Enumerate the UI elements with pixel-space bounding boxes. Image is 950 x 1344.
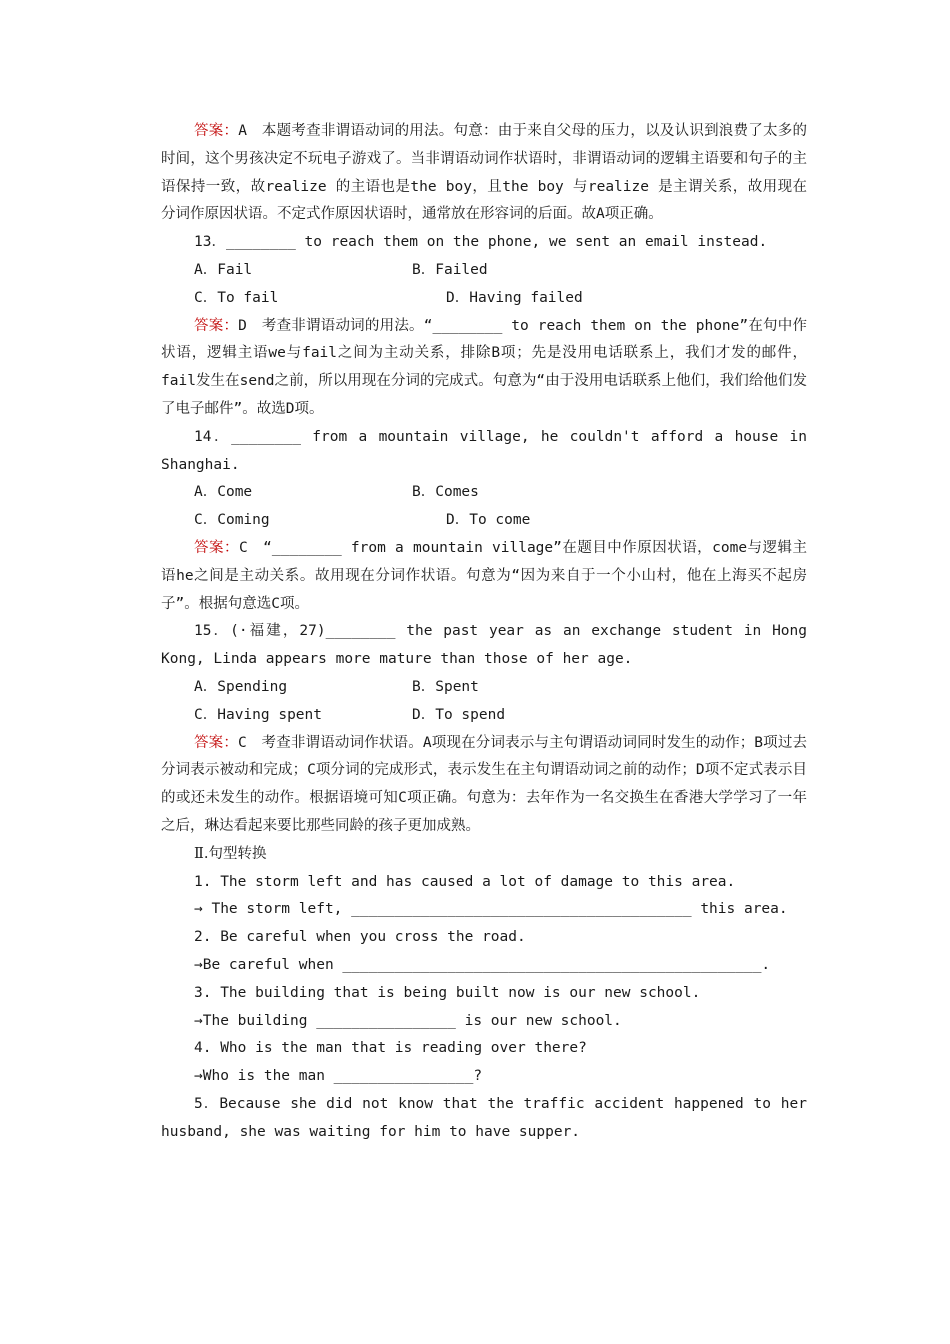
option-c: C．Having spent — [194, 706, 322, 723]
section-heading: Ⅱ.句型转换 — [194, 845, 267, 862]
question-14-stem: 14．________ from a mountain village, he couldn't afford a house in Shanghai. — [161, 428, 807, 473]
answer-text: A 本题考查非谓语动词的用法。句意：由于来自父母的压力，以及认识到浪费了太多的时间，这个男孩决定不玩电子游戏了。当非谓语动词作状语时，非谓语动词的逻辑主语要和句子的主语保持一致，故realize 的主语也是the boy，且the boy 与realize 是主谓关系，故用现在分词作原因状语。不定式作原因状语时，通常放在形容词的后面。故A项正确。 — [161, 123, 807, 223]
transform-5-question: 5．Because she did not know that the traffic accident happened to her husband, she was waiting for him to have supper. — [161, 1095, 807, 1140]
transform-1-answer-line: → The storm left, _______________________________________ this area. — [194, 901, 788, 918]
transform-4-question: 4. Who is the man that is reading over there? — [194, 1040, 587, 1057]
answer-15 — [161, 730, 807, 841]
option-c: C．To fail — [194, 289, 279, 306]
question-13-stem: 13．________ to reach them on the phone, we sent an email instead. — [194, 234, 768, 251]
answer-text: C “________ from a mountain village”在题目中作原因状语，come与逻辑主语he之间是主动关系。故用现在分词作状语。句意为“因为来自于一个小山村，他在上海买不起房子”。根据句意选C项。 — [161, 539, 808, 612]
option-a: A．Fail — [194, 261, 253, 278]
answer-14 — [161, 535, 807, 618]
answer-label: 答案： — [194, 539, 239, 556]
option-b: B．Spent — [412, 678, 479, 695]
option-c: C．Coming — [194, 512, 270, 529]
answer-text: D 考查非谓语动词的用法。“________ to reach them on the phone”在句中作状语，逻辑主语we与fail之间为主动关系，排除B项；先是没用电话联系上，我们才发的邮件，fail发生在send之前，所以用现在分词的完成式。句意为“由于没用电话联系上他们，我们给他们发了电子邮件”。故选D项。 — [161, 317, 808, 417]
option-b: B．Comes — [412, 484, 479, 501]
answer-label: 答案： — [194, 734, 238, 751]
question-15-stem: 15．(·福建，27)________ the past year as an exchange student in Hong Kong, Linda appears more mature than those of her age. — [161, 623, 807, 668]
answer-label: 答案： — [194, 123, 239, 139]
transform-3-question: 3. The building that is being built now is our new school. — [194, 984, 701, 1001]
question-14-options-cd — [161, 507, 807, 535]
question-13-options-cd — [161, 285, 807, 313]
transform-1-question: 1. The storm left and has caused a lot of damage to this area. — [194, 873, 736, 890]
answer-text: C 考查非谓语动词作状语。A项现在分词表示与主句谓语动词同时发生的动作；B项过去分词表示被动和完成；C项分词的完成形式，表示发生在主句谓语动词之前的动作；D项不定式表示目的或还未发生的动作。根据语境可知C项正确。句意为：去年作为一名交换生在香港大学学习了一年之后，琳达看起来要比那些同龄的孩子更加成熟。 — [161, 734, 807, 834]
option-b: B．Failed — [412, 261, 488, 278]
transform-2-question: 2. Be careful when you cross the road. — [194, 929, 526, 946]
option-a: A．Spending — [194, 678, 288, 695]
transform-2-answer-line: →Be careful when ________________________________________________. — [194, 956, 771, 973]
question-15-options-ab — [161, 674, 807, 702]
answer-13 — [161, 313, 807, 424]
option-d: D．To spend — [412, 706, 506, 723]
answer-label: 答案： — [194, 317, 239, 334]
question-13-options-ab — [161, 257, 807, 285]
answer-12 — [161, 118, 807, 229]
document-page — [161, 118, 807, 1146]
option-d: D．Having failed — [446, 289, 583, 306]
question-15-options-cd — [161, 702, 807, 730]
question-14-options-ab — [161, 479, 807, 507]
option-d: D．To come — [446, 512, 531, 529]
transform-3-answer-line: →The building ________________ is our new school. — [194, 1012, 622, 1029]
option-a: A．Come — [194, 484, 253, 501]
transform-4-answer-line: →Who is the man ________________? — [194, 1068, 483, 1085]
